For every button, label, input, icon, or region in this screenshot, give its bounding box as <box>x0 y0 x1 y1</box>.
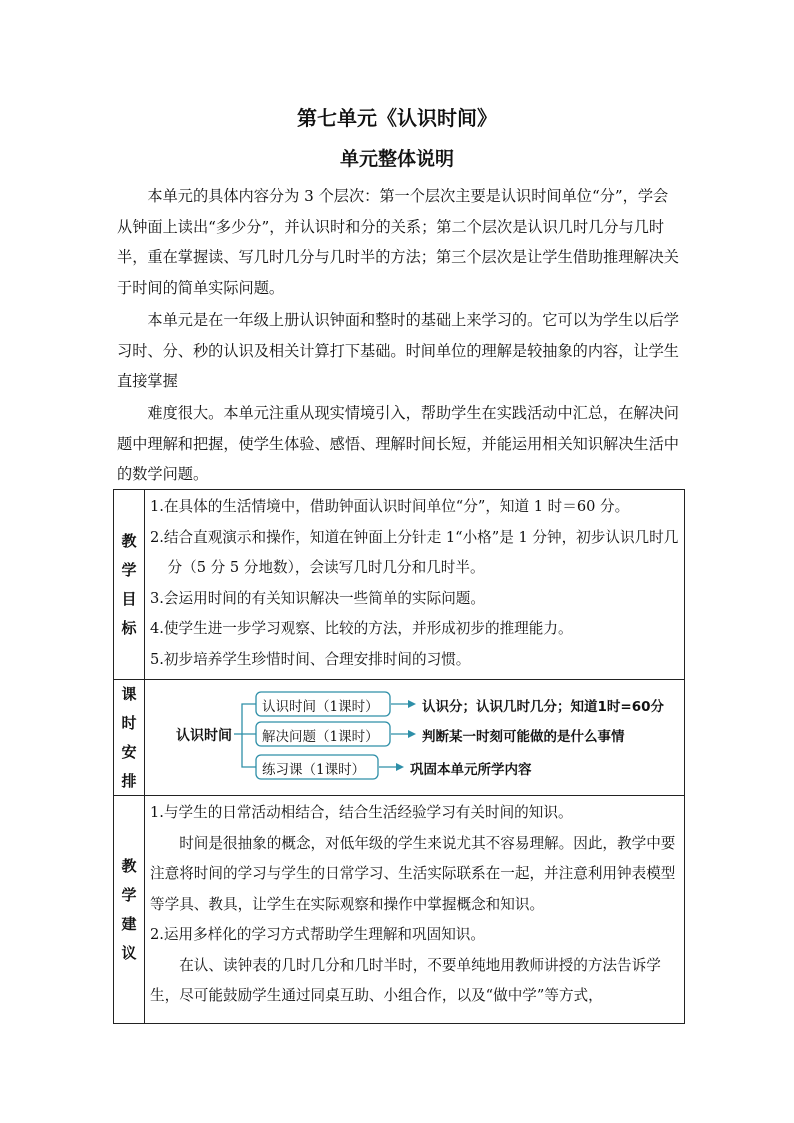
lesson-description: 判断某一时刻可能做的是什么事情 <box>422 729 625 745</box>
suggestions-row <box>114 796 684 1023</box>
suggestions-list <box>150 796 680 1023</box>
goals-list <box>150 490 680 679</box>
lesson-name: 认识时间（1课时） <box>262 699 379 715</box>
lesson-description: 认识分；认识几时几分；知道1时=60分 <box>422 699 664 715</box>
intro-paragraph-3: 难度很大。本单元注重从现实情境引入，帮助学生在实践活动中汇总，在解决问题中理解和把握，使学生体验、感悟、理解时间长短，并能运用相关知识解决生活中的数学问题。 <box>117 404 679 483</box>
arrow-icon <box>408 730 416 738</box>
schedule-label: 课 时 安 排 <box>114 680 145 795</box>
unit-plan-table <box>113 489 685 1024</box>
schedule-diagram <box>150 680 680 795</box>
arrow-icon <box>396 763 404 771</box>
arrow-icon <box>408 700 416 708</box>
schedule-row <box>114 680 684 796</box>
page-title: 第七单元《认识时间》 <box>297 106 497 130</box>
goals-label: 教 学 目 标 <box>114 490 145 679</box>
goal-item: 4.使学生进一步学习观察、比较的方法，并形成初步的推理能力。 <box>150 620 573 637</box>
suggestion-paragraph: 在认、读钟表的几时几分和几时半时，不要单纯地用教师讲授的方法告诉学生，尽可能鼓励学生通过同桌互助、小组合作，以及“做中学”等方式， <box>150 956 661 1004</box>
lesson-name: 练习课（1课时） <box>262 762 366 778</box>
intro-paragraph-1: 本单元的具体内容分为 3 个层次：第一个层次主要是认识时间单位“分”，学会从钟面上读出“多少分”，并认识时和分的关系；第二个层次是认识几时几分与几时半，重在掌握读、写几时几分与几时半的方法；第三个层次是让学生借助推理解决关于时间的简单实际问题。 <box>117 187 679 297</box>
goals-row <box>114 490 684 680</box>
goal-item: 2.结合直观演示和操作，知道在钟面上分针走 1“小格”是 1 分钟，初步认识几时几分（5 分 5 分地数），会读写几时几分和几时半。 <box>150 528 679 576</box>
goal-item: 5.初步培养学生珍惜时间、合理安排时间的习惯。 <box>150 650 471 668</box>
section-subtitle: 单元整体说明 <box>339 148 454 170</box>
suggestion-paragraph: 时间是很抽象的概念，对低年级的学生来说尤其不容易理解。因此，教学中要注意将时间的学习与学生的日常学习、生活实际联系在一起，并注意利用钟表模型等学具、教具，让学生在实际观察和操作中掌握概念和知识。 <box>150 834 676 913</box>
goal-item: 1.在具体的生活情境中，借助钟面认识时间单位“分”，知道 1 时＝60 分。 <box>150 498 630 515</box>
lesson-description: 巩固本单元所学内容 <box>410 762 532 778</box>
suggestion-paragraph: 1.与学生的日常活动相结合，结合生活经验学习有关时间的知识。 <box>150 804 573 821</box>
goal-item: 3.会运用时间的有关知识解决一些简单的实际问题。 <box>150 589 485 607</box>
intro-paragraph-2: 本单元是在一年级上册认识钟面和整时的基础上来学习的。它可以为学生以后学习时、分、秒的认识及相关计算打下基础。时间单位的理解是较抽象的内容，让学生直接掌握 <box>117 311 679 390</box>
suggestion-paragraph: 2.运用多样化的学习方式帮助学生理解和巩固知识。 <box>150 926 485 943</box>
suggestions-label: 教 学 建 议 <box>114 796 145 1023</box>
schedule-main-topic: 认识时间 <box>176 728 232 744</box>
lesson-name: 解决问题（1课时） <box>262 729 379 745</box>
